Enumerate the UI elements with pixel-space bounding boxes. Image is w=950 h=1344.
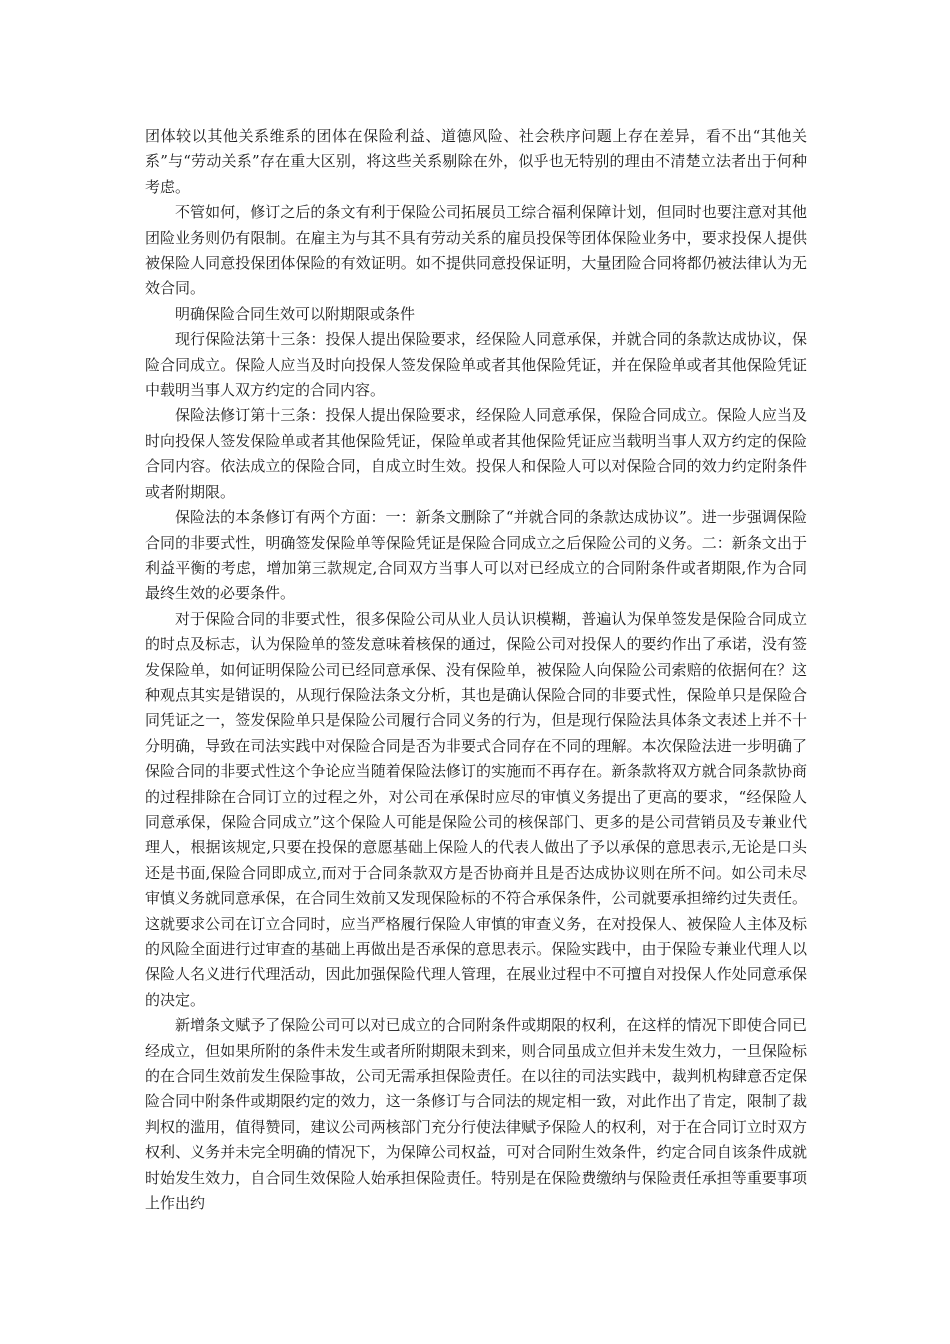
paragraph-group-insurance-restriction: 不管如何，修订之后的条文有利于保险公司拓展员工综合福利保障计划，但同时也要注意对其他团险业务则仍有限制。在雇主为与其不具有劳动关系的雇员投保等团体保险业务中，要求投保人提供被保险人同意投保团体保险的有效证明。如不提供同意投保证明，大量团险合同将都仍被法律认为无效合同。 (145, 203, 807, 298)
paragraph-new-clause-rights: 新增条文赋予了保险公司可以对已成立的合同附条件或期限的权利，在这样的情况下即使合同已经成立，但如果所附的条件未发生或者所附期限未到来，则合同虽成立但并未发生效力，一旦保险标的在合同生效前发生保险事故，公司无需承担保险责任。在以往的司法实践中，裁判机构肆意否定保险合同中附条件或期限约定的效力，这一条修订与合同法的规定相一致，对此作出了肯定，限制了裁判权的滥用，值得赞同，建议公司两核部门充分行使法律赋予保险人的权利，对于在合同订立时双方权利、义务并未完全明确的情况下，为保障公司权益，可对合同附生效条件，约定合同自该条件成就时始发生效力，自合同生效保险人始承担保险责任。特别是在保险费缴纳与保险责任承担等重要事项上作出约 (145, 1016, 807, 1213)
section-heading: 明确保险合同生效可以附期限或条件 (175, 304, 416, 323)
paragraph-continuation: 团体较以其他关系维系的团体在保险利益、道德风险、社会秩序问题上存在差异，看不出“其他关系”与“劳动关系”存在重大区别，将这些关系剔除在外，似乎也无特别的理由不清楚立法者出于何种考虑。 (145, 127, 807, 196)
paragraph-non-formal-contract: 对于保险合同的非要式性，很多保险公司从业人员认识模糊，普遍认为保单签发是保险合同成立的时点及标志，认为保险单的签发意味着核保的通过，保险公司对投保人的要约作出了承诺，没有签发保险单，如何证明保险公司已经同意承保、没有保险单，被保险人向保险公司索赔的依据何在？这种观点其实是错误的，从现行保险法条文分析，其也是确认保险合同的非要式性，保险单只是保险合同凭证之一，签发保险单只是保险公司履行合同义务的行为，但是现行保险法具体条文表述上并不十分明确，导致在司法实践中对保险合同是否为非要式合同存在不同的理解。本次保险法进一步明确了保险合同的非要式性这个争论应当随着保险法修订的实施而不再存在。新条款将双方就合同条款协商的过程排除在合同订立的过程之外，对公司在承保时应尽的审慎义务提出了更高的要求，“经保险人同意承保，保险合同成立”这个保险人可能是保险公司的核保部门、更多的是公司营销员及专兼业代理人，根据该规定,只要在投保的意愿基础上保险人的代表人做出了予以承保的意思表示,无论是口头还是书面,保险合同即成立,而对于合同条款双方是否协商并且是否达成协议则在所不问。如公司未尽审慎义务就同意承保，在合同生效前又发现保险标的不符合承保条件，公司就要承担缔约过失责任。这就要求公司在订立合同时，应当严格履行保险人审慎的审查义务，在对投保人、被保险人主体及标的风险全面进行过审查的基础上再做出是否承保的意思表示。保险实践中，由于保险专兼业代理人以保险人名义进行代理活动，因此加强保险代理人管理，在展业过程中不可擅自对投保人作处同意承保的决定。 (145, 609, 807, 1009)
paragraph-current-article-13: 现行保险法第十三条：投保人提出保险要求，经保险人同意承保，并就合同的条款达成协议，保险合同成立。保险人应当及时向投保人签发保险单或者其他保险凭证，并在保险单或者其他保险凭证中载明当事人双方约定的合同内容。 (145, 330, 807, 400)
paragraph-revision-aspects: 保险法的本条修订有两个方面：一：新条文删除了“并就合同的条款达成协议”。进一步强调保险合同的非要式性，明确签发保险单等保险凭证是保险合同成立之后保险公司的义务。二：新条文出于利益平衡的考虑，增加第三款规定,合同双方当事人可以对已经成立的合同附条件或者期限,作为合同最终生效的必要条件。 (145, 508, 807, 603)
document-body (145, 124, 807, 1216)
paragraph-revised-article-13: 保险法修订第十三条：投保人提出保险要求，经保险人同意承保，保险合同成立。保险人应当及时向投保人签发保险单或者其他保险凭证，保险单或者其他保险凭证应当载明当事人双方约定的保险合同内容。依法成立的保险合同，自成立时生效。投保人和保险人可以对保险合同的效力约定附条件或者附期限。 (145, 406, 807, 501)
